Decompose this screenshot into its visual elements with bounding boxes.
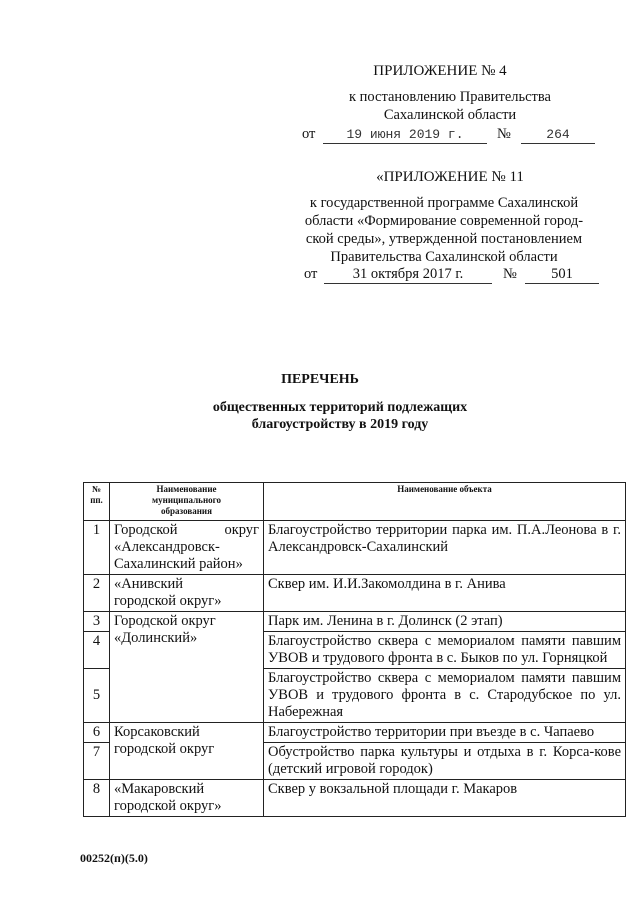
row-municipality-line1: Корсаковский <box>114 724 200 740</box>
table-row <box>84 575 626 612</box>
document-subtitle <box>180 399 500 433</box>
row-number: 3 <box>84 612 110 632</box>
table-row <box>84 723 626 743</box>
row-municipality-line1: Городской округ <box>114 613 216 629</box>
appendix-11-line2: области «Формирование современной город- <box>304 213 584 229</box>
table-row <box>84 612 626 632</box>
row-object: Парк им. Ленина в г. Долинск (2 этап) <box>264 612 626 632</box>
appendix-11-date-label: от <box>304 266 318 282</box>
appendix-4-date-row <box>0 126 640 146</box>
row-number: 7 <box>84 743 110 780</box>
appendix-4-date-label: от <box>302 126 316 142</box>
appendix-4-number-value: 264 <box>521 126 595 144</box>
row-municipality <box>110 723 264 780</box>
document-subtitle-line2: благоустройству в 2019 году <box>251 417 429 432</box>
row-municipality-word2: округ <box>224 522 259 538</box>
table-header-row <box>84 483 626 521</box>
appendix-4-date-value: 19 июня 2019 г. <box>323 126 487 144</box>
appendix-11-line3: ской среды», утвержденной постановлением <box>305 231 583 247</box>
form-code: 00252(п)(5.0) <box>80 851 148 865</box>
header-num <box>84 483 110 521</box>
row-municipality <box>110 780 264 817</box>
row-municipality-line1: «Анивский <box>114 576 184 592</box>
row-municipality-line2: городской округ <box>114 741 215 757</box>
table-row <box>84 780 626 817</box>
row-object: Обустройство парка культуры и отдыха в г. Корса-кове (детский игровой городок) <box>264 743 626 780</box>
appendix-11-title: «ПРИЛОЖЕНИЕ № 11 <box>376 169 524 185</box>
appendix-4-line2: Сахалинской области <box>383 107 517 123</box>
row-municipality-line2: городской округ» <box>114 798 222 814</box>
header-num-line1: № <box>91 484 102 494</box>
header-municipality-line3: образования <box>161 506 212 516</box>
row-number: 2 <box>84 575 110 612</box>
row-number: 1 <box>84 521 110 575</box>
row-number: 4 <box>84 632 110 669</box>
row-municipality-line2: «Долинский» <box>114 630 198 646</box>
document-title: ПЕРЕЧЕНЬ <box>281 372 359 387</box>
row-municipality <box>110 612 264 723</box>
row-object: Благоустройство территории парка им. П.А.Леонова в г. Александровск-Сахалинский <box>264 521 626 575</box>
appendix-11-reference <box>284 194 604 266</box>
appendix-11-number-value: 501 <box>525 266 599 284</box>
row-number: 5 <box>84 669 110 723</box>
row-municipality-word1: Городской <box>114 522 178 538</box>
table-row <box>84 521 626 575</box>
appendix-11-date-value: 31 октября 2017 г. <box>324 266 492 284</box>
territories-table <box>83 482 626 817</box>
appendix-11-date-row <box>0 266 640 286</box>
appendix-4-number-label: № <box>497 126 511 142</box>
row-municipality-line1: «Макаровский <box>114 781 205 797</box>
header-municipality <box>110 483 264 521</box>
appendix-11-line4: Правительства Сахалинской области <box>330 249 558 265</box>
row-object: Сквер у вокзальной площади г. Макаров <box>264 780 626 817</box>
row-number: 8 <box>84 780 110 817</box>
row-object: Благоустройство территории при въезде в с. Чапаево <box>264 723 626 743</box>
header-municipality-line1: Наименование <box>156 484 217 494</box>
row-municipality <box>110 575 264 612</box>
header-municipality-line2: муниципального <box>152 495 221 505</box>
header-object: Наименование объекта <box>264 483 626 521</box>
row-municipality-line3: Сахалинский район» <box>114 556 243 572</box>
row-municipality-line1 <box>114 522 259 539</box>
appendix-11-number-label: № <box>503 266 517 282</box>
row-object: Сквер им. И.И.Закомолдина в г. Анива <box>264 575 626 612</box>
row-municipality <box>110 521 264 575</box>
row-municipality-line2: городской округ» <box>114 593 222 609</box>
appendix-4-reference <box>300 88 600 124</box>
appendix-4-line1: к постановлению Правительства <box>349 89 551 105</box>
document-subtitle-line1: общественных территорий подлежащих <box>212 400 468 415</box>
header-num-line2: пп. <box>90 495 103 505</box>
appendix-4-title: ПРИЛОЖЕНИЕ № 4 <box>373 63 507 79</box>
row-number: 6 <box>84 723 110 743</box>
row-object: Благоустройство сквера с мемориалом памяти павшим УВОВ и трудового фронта в с. Стародубское по ул. Набережная <box>264 669 626 723</box>
row-municipality-line2: «Александровск- <box>114 539 220 555</box>
row-object: Благоустройство сквера с мемориалом памяти павшим УВОВ и трудового фронта в с. Быков по ул. Горняцкой <box>264 632 626 669</box>
appendix-11-line1: к государственной программе Сахалинской <box>309 195 579 211</box>
